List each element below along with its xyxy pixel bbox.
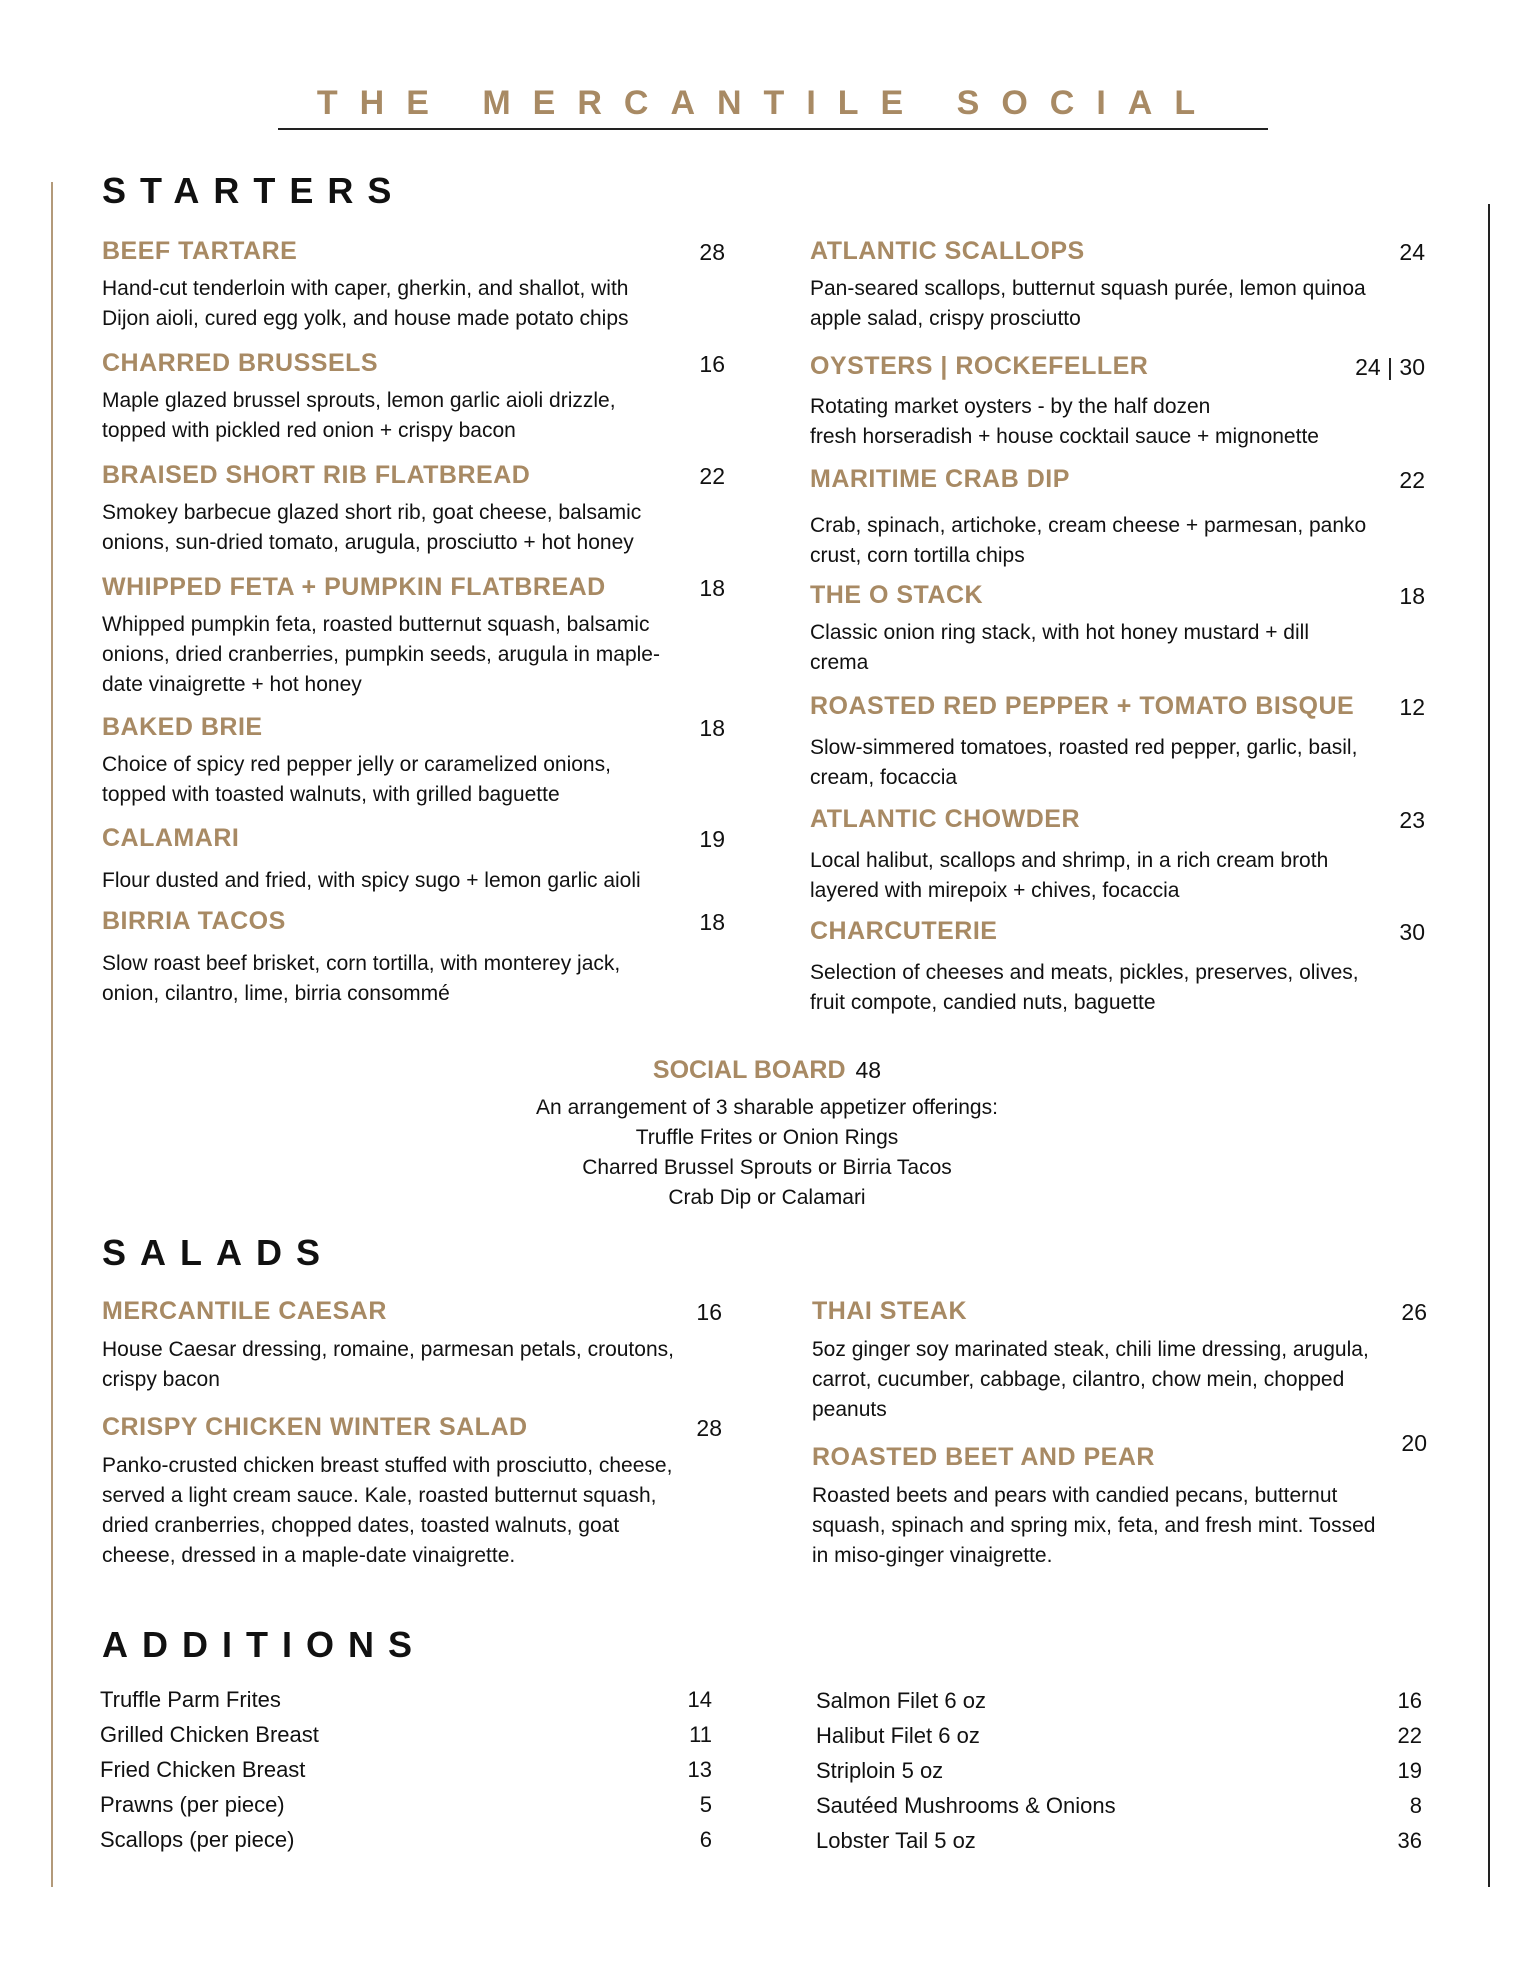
addition-price: 13 bbox=[687, 1757, 712, 1782]
description-line: onion, cilantro, lime, birria consommé bbox=[102, 982, 450, 1005]
description-line: topped with toasted walnuts, with grilled baguette bbox=[102, 783, 560, 806]
description-line: cream, focaccia bbox=[810, 766, 958, 789]
addition-price: 11 bbox=[689, 1722, 712, 1747]
description-line: apple salad, crispy prosciutto bbox=[810, 307, 1081, 330]
description-line: Whipped pumpkin feta, roasted butternut squash, balsamic bbox=[102, 613, 650, 636]
menu-item-name: MARITIME CRAB DIP bbox=[810, 465, 1070, 493]
menu-item-price: 28 bbox=[699, 239, 725, 265]
addition-name: Salmon Filet 6 oz bbox=[816, 1688, 986, 1713]
menu-item-description bbox=[102, 610, 660, 700]
menu-item-name: BAKED BRIE bbox=[102, 713, 263, 741]
description-line: date vinaigrette + hot honey bbox=[102, 673, 362, 696]
menu-item-name: CALAMARI bbox=[102, 824, 240, 852]
menu-item-description bbox=[810, 958, 1359, 1018]
description-line: Choice of spicy red pepper jelly or caramelized onions, bbox=[102, 753, 611, 776]
addition-name: Prawns (per piece) bbox=[100, 1792, 285, 1817]
menu-item-description bbox=[102, 498, 641, 558]
addition-price: 14 bbox=[687, 1687, 712, 1712]
addition-price: 6 bbox=[699, 1827, 712, 1852]
description-line: Classic onion ring stack, with hot honey mustard + dill bbox=[810, 621, 1309, 644]
description-line: House Caesar dressing, romaine, parmesan petals, croutons, bbox=[102, 1338, 674, 1361]
menu-item-price: 16 bbox=[696, 1299, 722, 1325]
menu-item-description bbox=[810, 618, 1309, 678]
menu-item-price: 22 bbox=[1399, 467, 1425, 493]
menu-item-description bbox=[102, 274, 629, 334]
section-heading-additions: ADDITIONS bbox=[102, 1624, 426, 1665]
menu-item-description bbox=[102, 1451, 672, 1571]
section-heading-starters: STARTERS bbox=[102, 170, 406, 211]
addition-name: Grilled Chicken Breast bbox=[100, 1722, 319, 1747]
social-board-price: 48 bbox=[855, 1057, 882, 1083]
addition-name: Lobster Tail 5 oz bbox=[816, 1828, 976, 1853]
addition-name: Scallops (per piece) bbox=[100, 1827, 295, 1852]
menu-item-description bbox=[102, 386, 616, 446]
menu-item-price: 18 bbox=[699, 909, 725, 935]
menu-item-price: 24 | 30 bbox=[1355, 354, 1425, 380]
social-board-line: Crab Dip or Calamari bbox=[668, 1186, 866, 1209]
addition-price: 8 bbox=[1409, 1793, 1422, 1818]
description-line: squash, spinach and spring mix, feta, and fresh mint. Tossed bbox=[812, 1514, 1376, 1537]
menu-item-price: 26 bbox=[1401, 1299, 1427, 1325]
description-line: 5oz ginger soy marinated steak, chili lime dressing, arugula, bbox=[812, 1338, 1369, 1361]
menu-item-price: 23 bbox=[1399, 807, 1425, 833]
menu-item-price: 18 bbox=[1399, 583, 1425, 609]
description-line: Roasted beets and pears with candied pecans, butternut bbox=[812, 1484, 1338, 1507]
description-line: Slow-simmered tomatoes, roasted red pepper, garlic, basil, bbox=[810, 736, 1358, 759]
menu-item-price: 22 bbox=[699, 463, 725, 489]
description-line: fresh horseradish + house cocktail sauce + mignonette bbox=[810, 425, 1319, 448]
description-line: crema bbox=[810, 651, 869, 674]
menu-item-name: CHARRED BRUSSELS bbox=[102, 349, 379, 377]
menu-item-name: ROASTED BEET AND PEAR bbox=[812, 1443, 1155, 1471]
menu-item-description bbox=[810, 274, 1366, 334]
description-line: topped with pickled red onion + crispy bacon bbox=[102, 419, 516, 442]
addition-price: 5 bbox=[699, 1792, 712, 1817]
title-divider bbox=[278, 128, 1268, 130]
addition-name: Sautéed Mushrooms & Onions bbox=[816, 1793, 1116, 1818]
description-line: Rotating market oysters - by the half dozen bbox=[810, 395, 1211, 418]
social-board-line: Charred Brussel Sprouts or Birria Tacos bbox=[582, 1156, 952, 1179]
description-line: Local halibut, scallops and shrimp, in a rich cream broth bbox=[810, 849, 1329, 872]
description-line: onions, sun-dried tomato, arugula, prosciutto + hot honey bbox=[102, 531, 634, 554]
section-heading-salads: SALADS bbox=[102, 1232, 335, 1273]
menu-item-price: 16 bbox=[699, 351, 725, 377]
addition-name: Truffle Parm Frites bbox=[100, 1687, 281, 1712]
menu-item-price: 18 bbox=[699, 715, 725, 741]
right-border-line bbox=[1488, 204, 1490, 1887]
description-line: cheese, dressed in a maple-date vinaigrette. bbox=[102, 1544, 516, 1567]
menu-item-name: BIRRIA TACOS bbox=[102, 907, 286, 935]
addition-price: 19 bbox=[1397, 1758, 1422, 1783]
menu-title: THE MERCANTILE SOCIAL bbox=[316, 84, 1218, 122]
description-line: dried cranberries, chopped dates, toasted walnuts, goat bbox=[102, 1514, 620, 1537]
description-line: Maple glazed brussel sprouts, lemon garlic aioli drizzle, bbox=[102, 389, 616, 412]
social-board-name: SOCIAL BOARD bbox=[652, 1056, 846, 1084]
social-board-description bbox=[0, 1093, 1534, 1213]
addition-name: Fried Chicken Breast bbox=[100, 1757, 306, 1782]
addition-name: Striploin 5 oz bbox=[816, 1758, 944, 1783]
menu-item-price: 12 bbox=[1399, 694, 1425, 720]
menu-item-description bbox=[810, 392, 1319, 452]
menu-item-price: 28 bbox=[696, 1415, 722, 1441]
description-line: served a light cream sauce. Kale, roasted butternut squash, bbox=[102, 1484, 657, 1507]
description-line: crispy bacon bbox=[102, 1368, 220, 1391]
menu-item-name: THAI STEAK bbox=[812, 1297, 967, 1325]
description-line: Crab, spinach, artichoke, cream cheese + parmesan, panko bbox=[810, 514, 1367, 537]
menu-item-name: BEEF TARTARE bbox=[102, 237, 298, 265]
menu-item-name: BRAISED SHORT RIB FLATBREAD bbox=[102, 461, 531, 489]
menu-item-name: MERCANTILE CAESAR bbox=[102, 1297, 387, 1325]
description-line: Pan-seared scallops, butternut squash purée, lemon quinoa bbox=[810, 277, 1366, 300]
menu-item-name: OYSTERS | ROCKEFELLER bbox=[810, 352, 1149, 380]
menu-item-description bbox=[812, 1335, 1369, 1425]
menu-item-name: CHARCUTERIE bbox=[810, 917, 998, 945]
menu-item-name: CRISPY CHICKEN WINTER SALAD bbox=[102, 1413, 528, 1441]
menu-item-price: 20 bbox=[1401, 1430, 1427, 1456]
menu-item-price: 24 bbox=[1399, 239, 1425, 265]
menu-item-price: 30 bbox=[1399, 919, 1425, 945]
social-board-line: Truffle Frites or Onion Rings bbox=[635, 1126, 899, 1149]
description-line: Smokey barbecue glazed short rib, goat cheese, balsamic bbox=[102, 501, 642, 524]
description-line: peanuts bbox=[812, 1398, 887, 1421]
description-line: Slow roast beef brisket, corn tortilla, with monterey jack, bbox=[102, 952, 621, 975]
menu-item-description bbox=[812, 1481, 1375, 1571]
menu-item-name: ROASTED RED PEPPER + TOMATO BISQUE bbox=[810, 692, 1355, 720]
menu-item-description bbox=[102, 750, 611, 810]
social-board-line: An arrangement of 3 sharable appetizer offerings: bbox=[536, 1096, 998, 1119]
addition-name: Halibut Filet 6 oz bbox=[816, 1723, 980, 1748]
description-line: fruit compote, candied nuts, baguette bbox=[810, 991, 1156, 1014]
description-line: Hand-cut tenderloin with caper, gherkin, and shallot, with bbox=[102, 277, 629, 300]
description-line: Panko-crusted chicken breast stuffed with prosciutto, cheese, bbox=[102, 1454, 673, 1477]
menu-item-description bbox=[102, 866, 641, 896]
description-line: Selection of cheeses and meats, pickles, preserves, olives, bbox=[810, 961, 1359, 984]
menu-item-name: ATLANTIC SCALLOPS bbox=[810, 237, 1085, 265]
menu-item-description bbox=[810, 511, 1366, 571]
addition-price: 36 bbox=[1397, 1828, 1422, 1853]
menu-item-description bbox=[102, 949, 620, 1009]
addition-price: 16 bbox=[1397, 1688, 1422, 1713]
menu-item-description bbox=[102, 1335, 674, 1395]
menu-item-name: THE O STACK bbox=[810, 581, 984, 609]
left-border-line bbox=[51, 182, 53, 1887]
menu-item-description bbox=[810, 733, 1357, 793]
description-line: onions, dried cranberries, pumpkin seeds, arugula in maple- bbox=[102, 643, 660, 666]
menu-item-name: WHIPPED FETA + PUMPKIN FLATBREAD bbox=[102, 573, 606, 601]
description-line: in miso-ginger vinaigrette. bbox=[812, 1544, 1053, 1567]
description-line: crust, corn tortilla chips bbox=[810, 544, 1025, 567]
menu-item-name: ATLANTIC CHOWDER bbox=[810, 805, 1080, 833]
description-line: carrot, cucumber, cabbage, cilantro, chow mein, chopped bbox=[812, 1368, 1345, 1391]
addition-price: 22 bbox=[1397, 1723, 1422, 1748]
social-board bbox=[0, 1056, 1534, 1213]
menu-item-description bbox=[810, 846, 1328, 906]
description-line: Dijon aioli, cured egg yolk, and house made potato chips bbox=[102, 307, 629, 330]
menu-item-price: 19 bbox=[699, 826, 725, 852]
menu-item-price: 18 bbox=[699, 575, 725, 601]
description-line: layered with mirepoix + chives, focaccia bbox=[810, 879, 1180, 902]
description-line: Flour dusted and fried, with spicy sugo + lemon garlic aioli bbox=[102, 869, 641, 892]
